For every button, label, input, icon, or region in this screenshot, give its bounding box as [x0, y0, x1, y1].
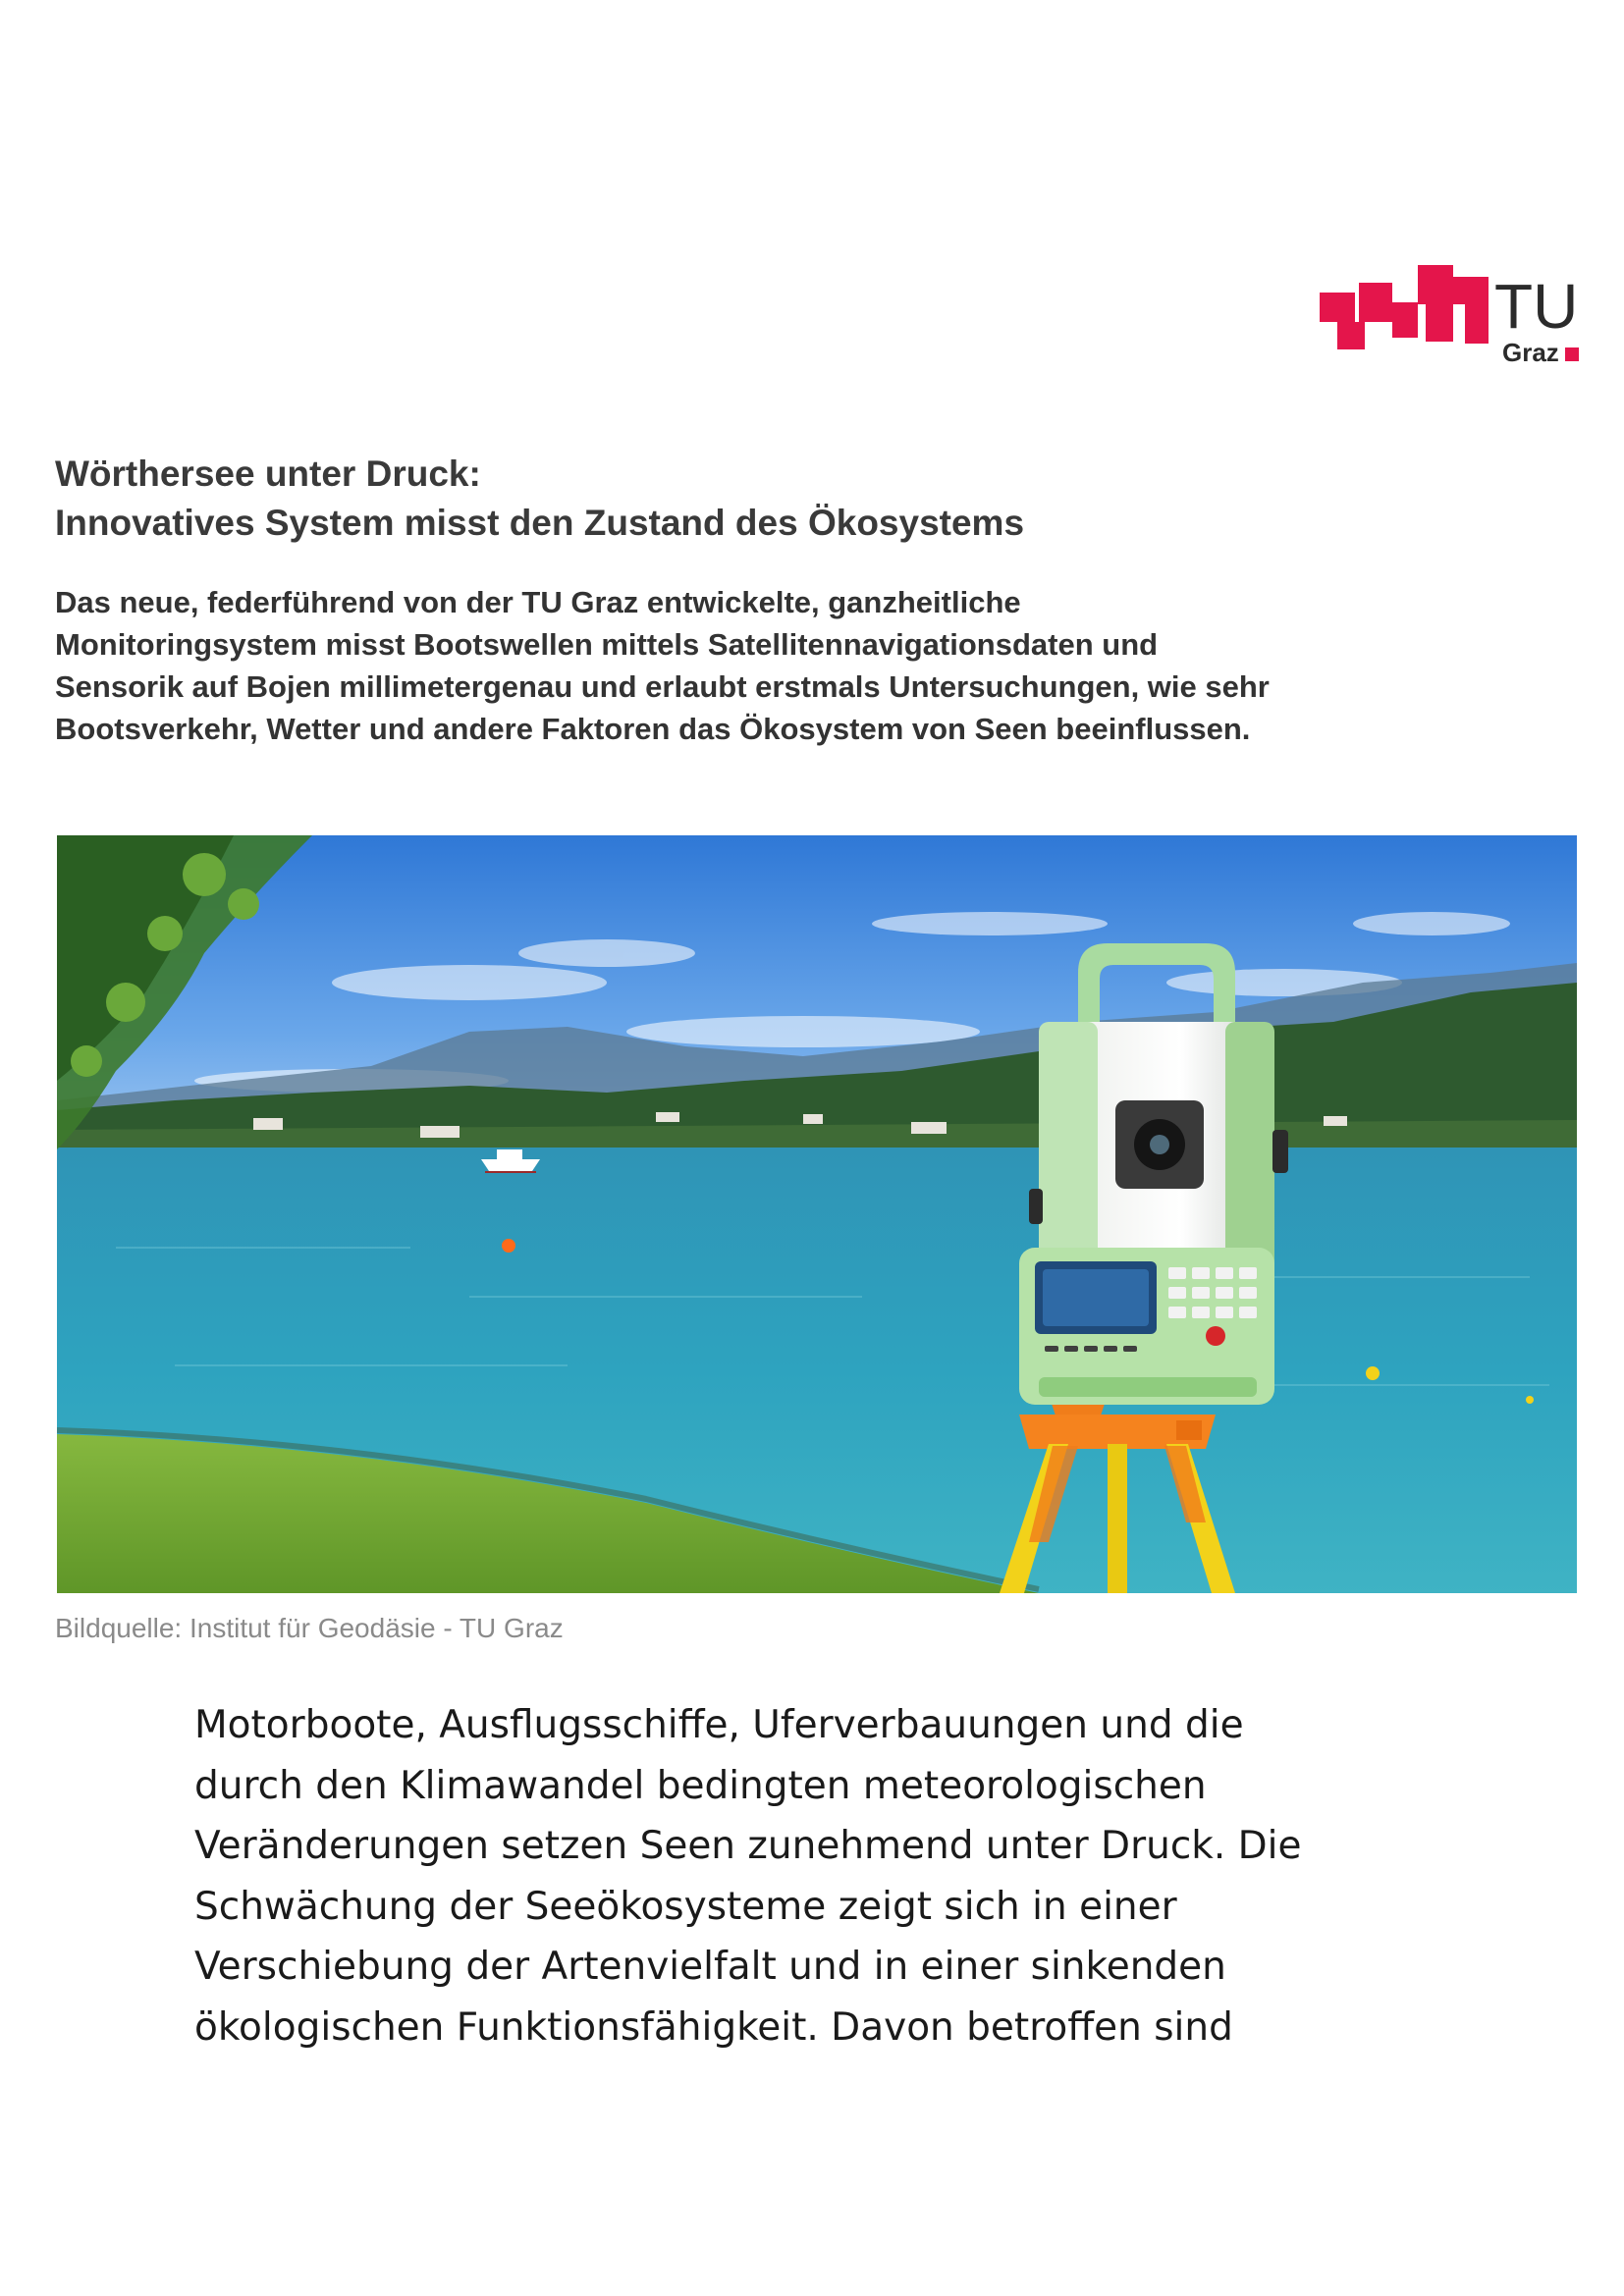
- lead-line: Bootsverkehr, Wetter und andere Faktoren das Ökosystem von Seen beeinflussen.: [55, 712, 1251, 746]
- body-line: Veränderungen setzen Seen zunehmend unter Druck. Die: [194, 1824, 1302, 1868]
- lead-paragraph: [55, 581, 1587, 750]
- logo-brand-top: TU: [1494, 271, 1579, 342]
- yellow-buoy-small: [1526, 1396, 1534, 1404]
- body-line: Schwächung der Seeökosysteme zeigt sich in einer: [194, 1884, 1177, 1929]
- body-line: Motorboote, Ausflugsschiffe, Uferverbauungen und die: [194, 1703, 1244, 1747]
- yellow-buoy: [1366, 1366, 1380, 1380]
- body-line: Verschiebung der Artenvielfalt und in einer sinkenden: [194, 1945, 1226, 1989]
- lead-line: Sensorik auf Bojen millimetergenau und erlaubt erstmals Untersuchungen, wie sehr: [55, 669, 1270, 704]
- orange-buoy: [502, 1239, 515, 1253]
- body-paragraph: [194, 1695, 1471, 2057]
- lead-line: Das neue, federführend von der TU Graz entwickelte, ganzheitliche: [55, 585, 1021, 619]
- body-line: durch den Klimawandel bedingten meteorologischen: [194, 1763, 1207, 1808]
- logo-brand-bottom: Graz: [1502, 338, 1559, 365]
- photo-caption: Bildquelle: Institut für Geodäsie - TU Graz: [55, 1613, 564, 1643]
- headline-line-1: Wörthersee unter Druck:: [55, 454, 481, 494]
- headline: [55, 450, 1587, 548]
- lake-photo-illustration: [57, 835, 1577, 1593]
- tu-graz-logo-mark: [1320, 263, 1581, 365]
- lead-line: Monitoringsystem misst Bootswellen mittels Satellitennavigationsdaten und: [55, 627, 1159, 662]
- tu-graz-logo: [1320, 263, 1581, 365]
- headline-line-2: Innovatives System misst den Zustand des Ökosystems: [55, 503, 1025, 543]
- body-line: ökologischen Funktionsfähigkeit. Davon betroffen sind: [194, 2004, 1233, 2050]
- lake-photo: [57, 835, 1577, 1593]
